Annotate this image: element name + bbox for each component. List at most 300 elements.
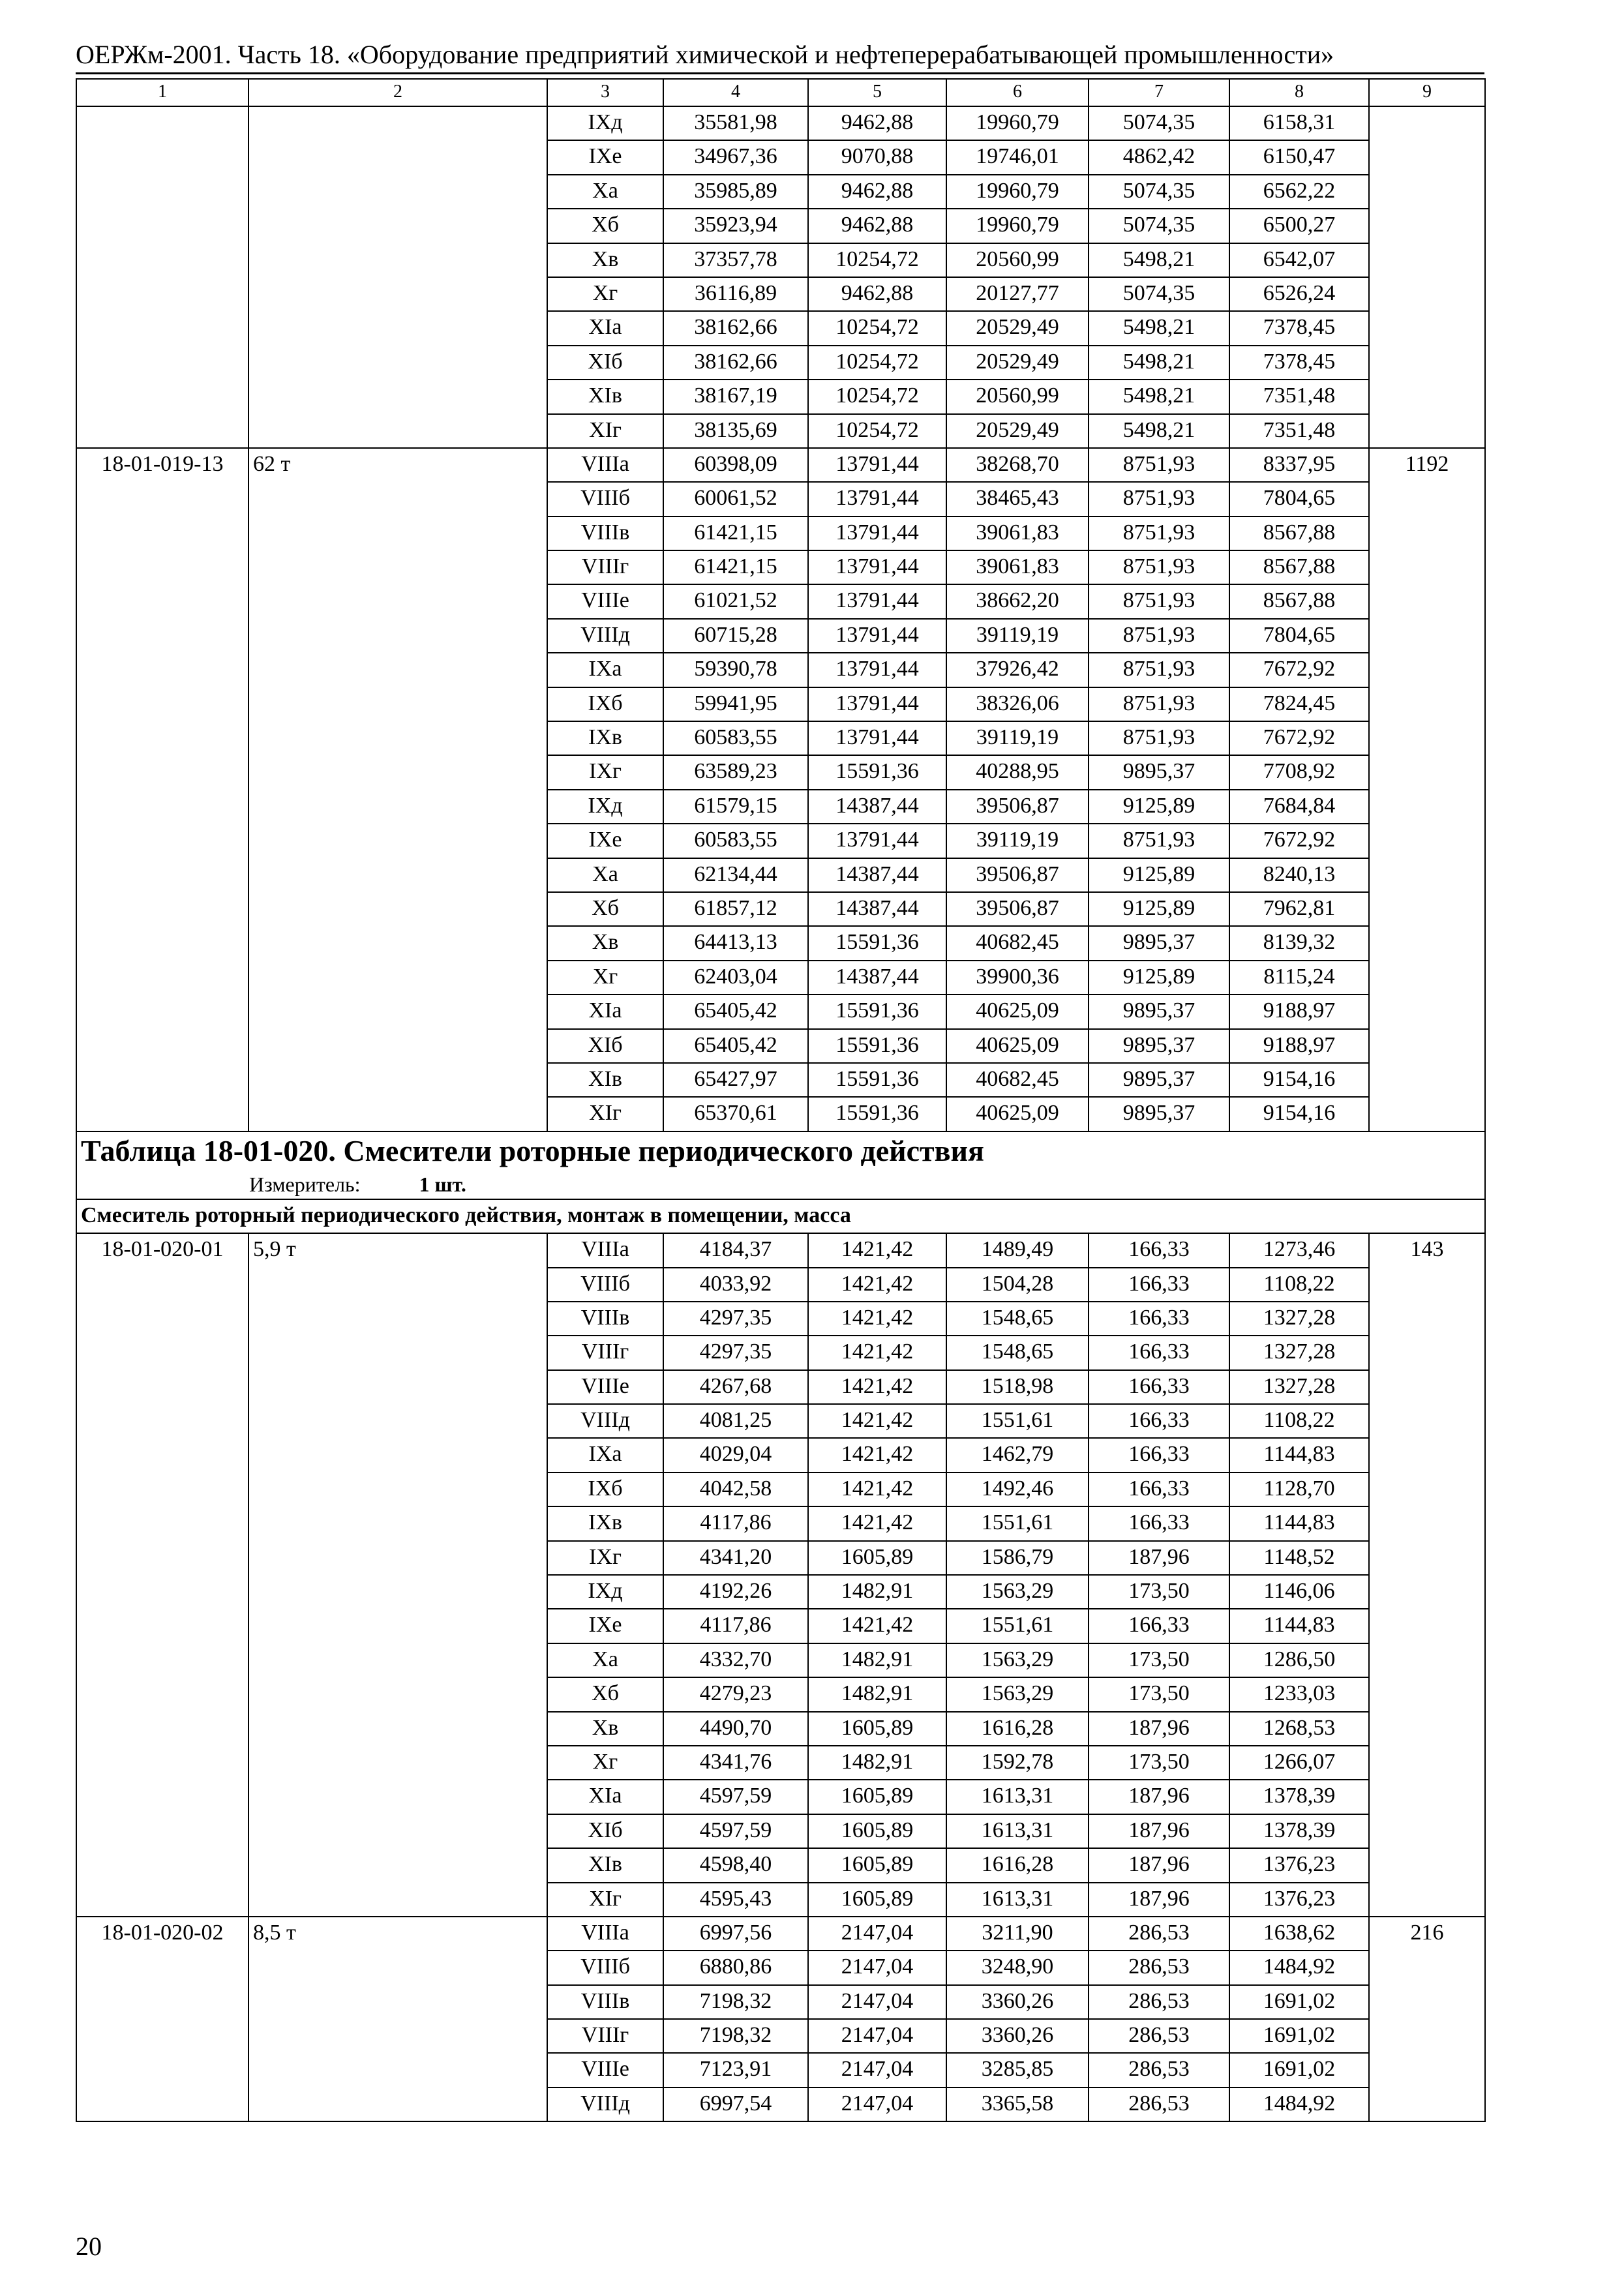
region-zone: Xв xyxy=(547,926,663,960)
blank-cell xyxy=(76,175,248,209)
blank-cell xyxy=(248,2053,547,2087)
blank-cell xyxy=(248,140,547,174)
operator-wages: 9895,37 xyxy=(1089,1097,1229,1131)
materials-cost: 7672,92 xyxy=(1229,721,1369,755)
blank-cell xyxy=(76,961,248,995)
materials-cost: 1691,02 xyxy=(1229,2053,1369,2087)
wages: 2147,04 xyxy=(808,2087,946,2121)
resource-code: 18-01-020-02 xyxy=(76,1917,248,1951)
machine-cost: 3248,90 xyxy=(946,1951,1089,1984)
wages: 1605,89 xyxy=(808,1541,946,1575)
blank-cell xyxy=(248,1268,547,1302)
machine-cost: 3365,58 xyxy=(946,2087,1089,2121)
blank-cell xyxy=(248,1370,547,1404)
blank-cell xyxy=(76,790,248,824)
blank-cell xyxy=(248,243,547,277)
blank-cell xyxy=(1369,1097,1485,1131)
table-row xyxy=(76,1063,1485,1097)
table-row xyxy=(76,2053,1485,2087)
wages: 13791,44 xyxy=(808,550,946,584)
machine-cost: 1563,29 xyxy=(946,1575,1089,1609)
total-cost: 60715,28 xyxy=(663,619,808,653)
blank-cell xyxy=(1369,1609,1485,1643)
wages: 1421,42 xyxy=(808,1233,946,1267)
column-number: 7 xyxy=(1089,79,1229,106)
blank-cell xyxy=(76,1029,248,1063)
machine-cost: 39061,83 xyxy=(946,550,1089,584)
region-zone: VIIIд xyxy=(547,2087,663,2121)
blank-cell xyxy=(1369,1814,1485,1848)
blank-cell xyxy=(76,346,248,380)
table-row xyxy=(76,106,1485,140)
unit-line xyxy=(81,1170,1481,1199)
total-cost: 59941,95 xyxy=(663,687,808,721)
table-title: Таблица 18-01-020. Смесители роторные периодического действия xyxy=(81,1133,984,1167)
blank-cell xyxy=(76,1883,248,1917)
region-zone: XIа xyxy=(547,1780,663,1814)
operator-wages: 9895,37 xyxy=(1089,755,1229,789)
materials-cost: 1128,70 xyxy=(1229,1473,1369,1506)
blank-cell xyxy=(76,140,248,174)
total-cost: 4597,59 xyxy=(663,1814,808,1848)
wages: 14387,44 xyxy=(808,858,946,892)
region-zone: VIIIг xyxy=(547,1336,663,1369)
blank-cell xyxy=(248,687,547,721)
blank-cell xyxy=(1369,1404,1485,1438)
total-cost: 34967,36 xyxy=(663,140,808,174)
blank-cell xyxy=(76,1541,248,1575)
blank-cell xyxy=(248,516,547,550)
total-cost: 61579,15 xyxy=(663,790,808,824)
materials-cost: 6542,07 xyxy=(1229,243,1369,277)
machine-cost: 1548,65 xyxy=(946,1336,1089,1369)
blank-cell xyxy=(248,1780,547,1814)
total-cost: 59390,78 xyxy=(663,653,808,687)
wages: 13791,44 xyxy=(808,448,946,482)
region-zone: Xг xyxy=(547,277,663,311)
operator-wages: 286,53 xyxy=(1089,1917,1229,1951)
resource-code: 18-01-020-01 xyxy=(76,1233,248,1267)
wages: 14387,44 xyxy=(808,892,946,926)
total-cost: 64413,13 xyxy=(663,926,808,960)
blank-cell xyxy=(248,1336,547,1369)
blank-cell xyxy=(1369,653,1485,687)
total-cost: 61021,52 xyxy=(663,584,808,618)
blank-cell xyxy=(1369,140,1485,174)
materials-cost: 8567,88 xyxy=(1229,584,1369,618)
total-cost: 60583,55 xyxy=(663,824,808,858)
table-row xyxy=(76,277,1485,311)
unit-value: 1 шт. xyxy=(419,1172,466,1196)
materials-cost: 8567,88 xyxy=(1229,516,1369,550)
blank-cell xyxy=(248,653,547,687)
blank-cell xyxy=(1369,824,1485,858)
blank-cell xyxy=(248,1848,547,1882)
mass-value: 5,9 т xyxy=(248,1233,547,1267)
table-row xyxy=(76,653,1485,687)
total-cost: 63589,23 xyxy=(663,755,808,789)
blank-cell xyxy=(76,1677,248,1711)
materials-cost: 1108,22 xyxy=(1229,1404,1369,1438)
materials-cost: 9188,97 xyxy=(1229,995,1369,1028)
total-cost: 65405,42 xyxy=(663,995,808,1028)
blank-cell xyxy=(1369,619,1485,653)
region-zone: VIIIв xyxy=(547,516,663,550)
table-row xyxy=(76,380,1485,413)
region-zone: XIг xyxy=(547,1097,663,1131)
region-zone: IXв xyxy=(547,721,663,755)
blank-cell xyxy=(248,1643,547,1677)
materials-cost: 6526,24 xyxy=(1229,277,1369,311)
region-zone: XIв xyxy=(547,1063,663,1097)
wages: 1421,42 xyxy=(808,1506,946,1540)
materials-cost: 1327,28 xyxy=(1229,1302,1369,1336)
blank-cell xyxy=(248,277,547,311)
materials-cost: 1378,39 xyxy=(1229,1780,1369,1814)
blank-cell xyxy=(1369,1541,1485,1575)
region-zone: IXе xyxy=(547,140,663,174)
table-row xyxy=(76,892,1485,926)
table-row xyxy=(76,448,1485,482)
operator-wages: 187,96 xyxy=(1089,1814,1229,1848)
blank-cell xyxy=(76,858,248,892)
materials-cost: 7351,48 xyxy=(1229,380,1369,413)
total-cost: 61421,15 xyxy=(663,550,808,584)
blank-cell xyxy=(248,1814,547,1848)
wages: 1605,89 xyxy=(808,1712,946,1746)
operator-wages: 5498,21 xyxy=(1089,380,1229,413)
total-cost: 4042,58 xyxy=(663,1473,808,1506)
wages: 1482,91 xyxy=(808,1746,946,1780)
operator-wages: 5498,21 xyxy=(1089,414,1229,448)
region-zone: XIа xyxy=(547,311,663,345)
total-cost: 35581,98 xyxy=(663,106,808,140)
blank-cell xyxy=(76,687,248,721)
blank-cell xyxy=(248,175,547,209)
total-cost: 4341,76 xyxy=(663,1746,808,1780)
region-zone: XIб xyxy=(547,1029,663,1063)
total-cost: 61857,12 xyxy=(663,892,808,926)
blank-cell xyxy=(1369,995,1485,1028)
region-zone: Xг xyxy=(547,961,663,995)
blank-cell xyxy=(248,209,547,243)
machine-cost: 20529,49 xyxy=(946,414,1089,448)
labor-hours: 216 xyxy=(1369,1917,1485,1951)
operator-wages: 173,50 xyxy=(1089,1677,1229,1711)
region-zone: VIIIв xyxy=(547,1302,663,1336)
column-number: 8 xyxy=(1229,79,1369,106)
wages: 15591,36 xyxy=(808,995,946,1028)
machine-cost: 39506,87 xyxy=(946,858,1089,892)
total-cost: 4267,68 xyxy=(663,1370,808,1404)
materials-cost: 8240,13 xyxy=(1229,858,1369,892)
table-row xyxy=(76,687,1485,721)
materials-cost: 1376,23 xyxy=(1229,1848,1369,1882)
table-row xyxy=(76,414,1485,448)
blank-cell xyxy=(248,1063,547,1097)
table-row xyxy=(76,619,1485,653)
total-cost: 4597,59 xyxy=(663,1780,808,1814)
machine-cost: 19746,01 xyxy=(946,140,1089,174)
operator-wages: 286,53 xyxy=(1089,2087,1229,2121)
table-row xyxy=(76,482,1485,516)
table-row xyxy=(76,1883,1485,1917)
column-number: 4 xyxy=(663,79,808,106)
table-row xyxy=(76,1643,1485,1677)
blank-cell xyxy=(248,380,547,413)
blank-cell xyxy=(76,1302,248,1336)
machine-cost: 40625,09 xyxy=(946,1097,1089,1131)
blank-cell xyxy=(76,516,248,550)
total-cost: 4595,43 xyxy=(663,1883,808,1917)
region-zone: VIIIв xyxy=(547,1985,663,2019)
region-zone: IXа xyxy=(547,653,663,687)
total-cost: 4490,70 xyxy=(663,1712,808,1746)
materials-cost: 1484,92 xyxy=(1229,1951,1369,1984)
blank-cell xyxy=(1369,1506,1485,1540)
blank-cell xyxy=(248,1097,547,1131)
blank-cell xyxy=(1369,721,1485,755)
wages: 10254,72 xyxy=(808,414,946,448)
region-zone: VIIIа xyxy=(547,1917,663,1951)
blank-cell xyxy=(76,1336,248,1369)
operator-wages: 8751,93 xyxy=(1089,516,1229,550)
total-cost: 60398,09 xyxy=(663,448,808,482)
operator-wages: 166,33 xyxy=(1089,1370,1229,1404)
blank-cell xyxy=(76,1609,248,1643)
materials-cost: 7804,65 xyxy=(1229,619,1369,653)
machine-cost: 38662,20 xyxy=(946,584,1089,618)
wages: 1605,89 xyxy=(808,1883,946,1917)
operator-wages: 173,50 xyxy=(1089,1575,1229,1609)
materials-cost: 1378,39 xyxy=(1229,1814,1369,1848)
blank-cell xyxy=(248,1746,547,1780)
table-row xyxy=(76,755,1485,789)
region-zone: VIIIб xyxy=(547,1951,663,1984)
wages: 13791,44 xyxy=(808,653,946,687)
operator-wages: 187,96 xyxy=(1089,1780,1229,1814)
operator-wages: 8751,93 xyxy=(1089,550,1229,584)
blank-cell xyxy=(76,1814,248,1848)
blank-cell xyxy=(248,346,547,380)
blank-cell xyxy=(76,1985,248,2019)
total-cost: 62134,44 xyxy=(663,858,808,892)
blank-cell xyxy=(248,1438,547,1472)
column-number: 5 xyxy=(808,79,946,106)
materials-cost: 6500,27 xyxy=(1229,209,1369,243)
region-zone: IXб xyxy=(547,687,663,721)
region-zone: IXе xyxy=(547,824,663,858)
wages: 2147,04 xyxy=(808,1951,946,1984)
region-zone: Xг xyxy=(547,1746,663,1780)
total-cost: 38162,66 xyxy=(663,346,808,380)
machine-cost: 20127,77 xyxy=(946,277,1089,311)
machine-cost: 1563,29 xyxy=(946,1677,1089,1711)
wages: 1482,91 xyxy=(808,1643,946,1677)
operator-wages: 166,33 xyxy=(1089,1268,1229,1302)
machine-cost: 39061,83 xyxy=(946,516,1089,550)
section-title-row xyxy=(76,1131,1485,1199)
blank-cell xyxy=(76,619,248,653)
machine-cost: 1592,78 xyxy=(946,1746,1089,1780)
region-zone: IXг xyxy=(547,1541,663,1575)
blank-cell xyxy=(248,584,547,618)
wages: 9070,88 xyxy=(808,140,946,174)
region-zone: VIIIе xyxy=(547,584,663,618)
wages: 9462,88 xyxy=(808,209,946,243)
blank-cell xyxy=(248,892,547,926)
wages: 1482,91 xyxy=(808,1575,946,1609)
table-row xyxy=(76,1438,1485,1472)
operator-wages: 166,33 xyxy=(1089,1302,1229,1336)
materials-cost: 7824,45 xyxy=(1229,687,1369,721)
blank-cell xyxy=(1369,209,1485,243)
region-zone: XIв xyxy=(547,380,663,413)
total-cost: 4117,86 xyxy=(663,1506,808,1540)
machine-cost: 3360,26 xyxy=(946,1985,1089,2019)
blank-cell xyxy=(1369,1677,1485,1711)
machine-cost: 3211,90 xyxy=(946,1917,1089,1951)
materials-cost: 7708,92 xyxy=(1229,755,1369,789)
blank-cell xyxy=(1369,380,1485,413)
machine-cost: 3285,85 xyxy=(946,2053,1089,2087)
operator-wages: 187,96 xyxy=(1089,1712,1229,1746)
operator-wages: 5074,35 xyxy=(1089,277,1229,311)
region-zone: IXа xyxy=(547,1438,663,1472)
wages: 1605,89 xyxy=(808,1848,946,1882)
materials-cost: 1327,28 xyxy=(1229,1370,1369,1404)
region-zone: VIIIе xyxy=(547,1370,663,1404)
total-cost: 38162,66 xyxy=(663,311,808,345)
table-row xyxy=(76,790,1485,824)
operator-wages: 9125,89 xyxy=(1089,790,1229,824)
table-row xyxy=(76,1814,1485,1848)
blank-cell xyxy=(1369,1951,1485,1984)
table-row xyxy=(76,550,1485,584)
machine-cost: 1613,31 xyxy=(946,1814,1089,1848)
region-zone: XIб xyxy=(547,346,663,380)
table-row xyxy=(76,995,1485,1028)
region-zone: IXб xyxy=(547,1473,663,1506)
wages: 2147,04 xyxy=(808,2053,946,2087)
blank-cell xyxy=(76,1370,248,1404)
materials-cost: 7672,92 xyxy=(1229,824,1369,858)
blank-cell xyxy=(248,824,547,858)
blank-cell xyxy=(76,2053,248,2087)
machine-cost: 1548,65 xyxy=(946,1302,1089,1336)
machine-cost: 1586,79 xyxy=(946,1541,1089,1575)
wages: 13791,44 xyxy=(808,687,946,721)
blank-cell xyxy=(1369,790,1485,824)
running-header: ОЕРЖм-2001. Часть 18. «Оборудование предприятий химической и нефтеперерабатывающей промышленности» xyxy=(76,40,1334,69)
materials-cost: 1484,92 xyxy=(1229,2087,1369,2121)
table-row xyxy=(76,1609,1485,1643)
wages: 15591,36 xyxy=(808,1063,946,1097)
machine-cost: 40288,95 xyxy=(946,755,1089,789)
operator-wages: 166,33 xyxy=(1089,1473,1229,1506)
total-cost: 62403,04 xyxy=(663,961,808,995)
table-row xyxy=(76,1985,1485,2019)
total-cost: 4297,35 xyxy=(663,1302,808,1336)
total-cost: 4341,20 xyxy=(663,1541,808,1575)
table-row xyxy=(76,311,1485,345)
operator-wages: 8751,93 xyxy=(1089,619,1229,653)
wages: 13791,44 xyxy=(808,721,946,755)
blank-cell xyxy=(1369,1302,1485,1336)
machine-cost: 40625,09 xyxy=(946,1029,1089,1063)
blank-cell xyxy=(248,1302,547,1336)
table-row xyxy=(76,926,1485,960)
blank-cell xyxy=(1369,858,1485,892)
operator-wages: 5074,35 xyxy=(1089,106,1229,140)
blank-cell xyxy=(248,1883,547,1917)
blank-cell xyxy=(248,1712,547,1746)
resource-code xyxy=(76,106,248,140)
machine-cost: 39119,19 xyxy=(946,824,1089,858)
blank-cell xyxy=(1369,1575,1485,1609)
table-row xyxy=(76,1370,1485,1404)
wages: 10254,72 xyxy=(808,380,946,413)
machine-cost: 1613,31 xyxy=(946,1780,1089,1814)
blank-cell xyxy=(1369,1746,1485,1780)
wages: 9462,88 xyxy=(808,106,946,140)
blank-cell xyxy=(1369,1029,1485,1063)
blank-cell xyxy=(1369,277,1485,311)
wages: 1421,42 xyxy=(808,1609,946,1643)
operator-wages: 8751,93 xyxy=(1089,653,1229,687)
wages: 9462,88 xyxy=(808,277,946,311)
blank-cell xyxy=(248,1609,547,1643)
total-cost: 6880,86 xyxy=(663,1951,808,1984)
wages: 1421,42 xyxy=(808,1302,946,1336)
blank-cell xyxy=(248,2019,547,2053)
machine-cost: 1489,49 xyxy=(946,1233,1089,1267)
operator-wages: 9125,89 xyxy=(1089,892,1229,926)
header-rule xyxy=(76,72,1484,74)
wages: 1605,89 xyxy=(808,1780,946,1814)
total-cost: 4184,37 xyxy=(663,1233,808,1267)
blank-cell xyxy=(76,209,248,243)
total-cost: 4029,04 xyxy=(663,1438,808,1472)
operator-wages: 166,33 xyxy=(1089,1336,1229,1369)
wages: 13791,44 xyxy=(808,516,946,550)
operator-wages: 166,33 xyxy=(1089,1609,1229,1643)
operator-wages: 9895,37 xyxy=(1089,995,1229,1028)
price-table xyxy=(76,78,1486,2122)
total-cost: 6997,56 xyxy=(663,1917,808,1951)
table-row xyxy=(76,175,1485,209)
machine-cost: 3360,26 xyxy=(946,2019,1089,2053)
blank-cell xyxy=(1369,2019,1485,2053)
materials-cost: 9188,97 xyxy=(1229,1029,1369,1063)
machine-cost: 39506,87 xyxy=(946,892,1089,926)
total-cost: 35985,89 xyxy=(663,175,808,209)
operator-wages: 166,33 xyxy=(1089,1233,1229,1267)
table-row xyxy=(76,858,1485,892)
wages: 1482,91 xyxy=(808,1677,946,1711)
operator-wages: 8751,93 xyxy=(1089,824,1229,858)
table-row xyxy=(76,209,1485,243)
wages: 10254,72 xyxy=(808,346,946,380)
region-zone: VIIIд xyxy=(547,1404,663,1438)
mass-value: 62 т xyxy=(248,448,547,482)
mass-value xyxy=(248,106,547,140)
operator-wages: 166,33 xyxy=(1089,1438,1229,1472)
blank-cell xyxy=(76,243,248,277)
materials-cost: 1144,83 xyxy=(1229,1438,1369,1472)
table-row xyxy=(76,1951,1485,1984)
materials-cost: 1266,07 xyxy=(1229,1746,1369,1780)
